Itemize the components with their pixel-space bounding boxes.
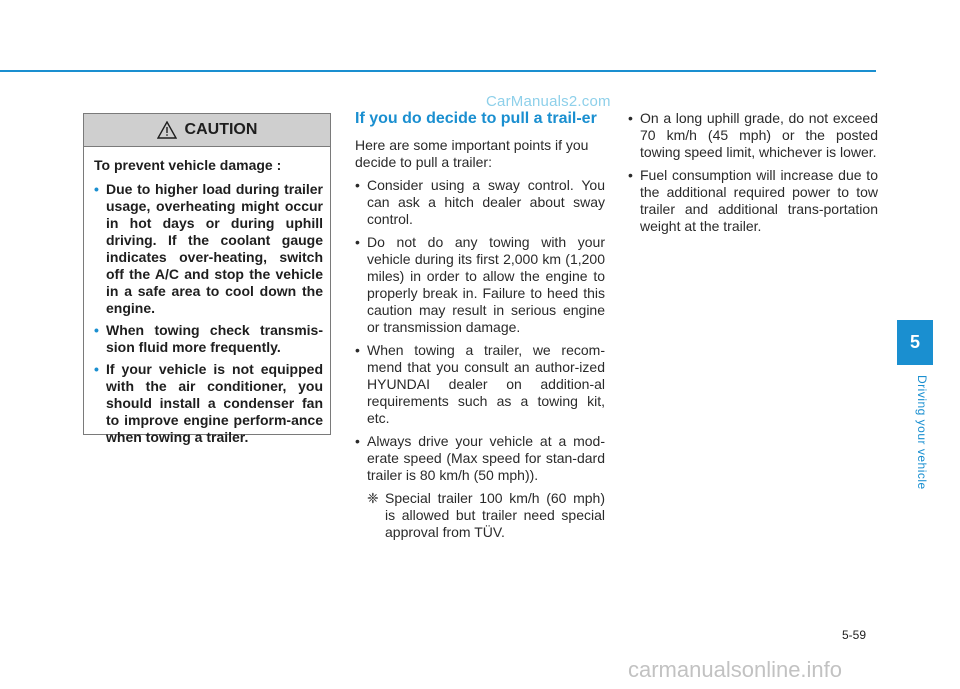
caution-header (84, 114, 330, 147)
bullet-dot-icon: • (355, 177, 360, 193)
list-item: • Fuel consumption will increase due to the additional required power to tow trailer and additional trans-portation weight at the trailer. (628, 167, 878, 234)
bullet-list (628, 110, 878, 235)
right-column (628, 110, 878, 241)
bullet-dot-icon: • (355, 234, 360, 250)
bullet-dot-icon: • (628, 110, 633, 126)
section-intro: Here are some important points if you decide to pull a trailer: (355, 137, 589, 170)
list-item: • Always drive your vehicle at a mod-erate speed (Max speed for stan-dard trailer is 80 km/h (50 mph)). (355, 433, 605, 483)
list-item: • When towing a trailer, we recom-mend that you consult an author-ized HYUNDAI dealer on addition-al requirements such as a towing kit, etc. (355, 342, 605, 426)
header-rule (0, 70, 876, 72)
bullet-dot-icon: • (355, 433, 360, 449)
bullet-dot-icon: • (628, 167, 633, 183)
bullet-dot-icon: • (94, 361, 99, 377)
caution-item: • If your vehicle is not equipped with the air conditioner, you should install a condenser fan to improve engine perform-ance when towing a trailer. (94, 361, 323, 445)
watermark-bottom[interactable]: carmanualsonline.info (628, 657, 843, 682)
list-item: • On a long uphill grade, do not exceed 70 km/h (45 mph) or the posted towing speed limit, whichever is lower. (628, 110, 878, 160)
caution-item: • Due to higher load during trailer usage, overheating might occur in hot days or during uphill driving. If the coolant gauge indicates over-heating, switch off the A/C and stop the vehicle in a safe area to cool down the engine. (94, 181, 323, 316)
chapter-number: 5 (909, 332, 920, 352)
bullet-dot-icon: • (94, 181, 99, 197)
page-number: 5-59 (842, 628, 867, 642)
caution-title: CAUTION (184, 121, 258, 138)
watermark-top[interactable]: CarManuals2.com (486, 93, 611, 110)
list-item: • Do not do any towing with your vehicle during its first 2,000 km (1,200 miles) in order to allow the engine to properly break in. Failure to heed this caution may result in serious engine or transmission damage. (355, 234, 605, 335)
section-heading: If you do decide to pull a trail-er (355, 110, 597, 127)
note-text: Special trailer 100 km/h (60 mph) is allowed but trailer need special approval from TÜV. (385, 490, 605, 540)
caution-body (84, 147, 330, 446)
note-mark-icon: ❈ (367, 490, 379, 506)
special-note (355, 490, 605, 541)
list-item: • Consider using a sway control. You can ask a hitch dealer about sway control. (355, 177, 605, 227)
caution-intro: To prevent vehicle damage : (94, 157, 282, 173)
caution-item: • When towing check transmis-sion fluid more frequently. (94, 322, 323, 355)
caution-list (94, 181, 323, 446)
bullet-dot-icon: • (94, 322, 99, 338)
chapter-tab (897, 320, 933, 365)
bullet-list (355, 177, 605, 484)
caution-box (83, 113, 331, 445)
main-column (355, 110, 605, 541)
bullet-dot-icon: • (355, 342, 360, 358)
warning-triangle-icon (157, 121, 177, 139)
chapter-label: Driving your vehicle (915, 375, 929, 490)
